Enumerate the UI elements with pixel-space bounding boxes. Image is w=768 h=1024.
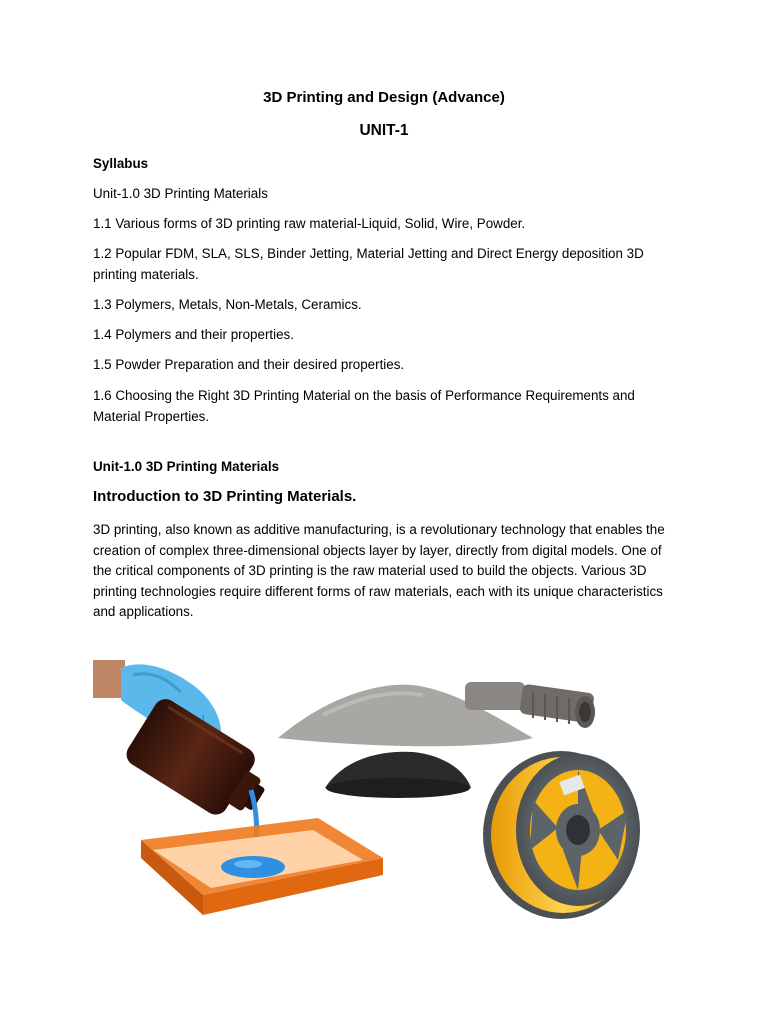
- intro-paragraph: 3D printing, also known as additive manufacturing, is a revolutionary technology that enables the creation of complex three-dimensional objects layer by layer, directly from digital models. One of the critical components of 3D printing is the raw material used to build the objects. Various 3D printing technologies require different forms of raw materials, each with its unique characteristics and applications.: [93, 522, 665, 620]
- syllabus-item: 1.5 Powder Preparation and their desired properties.: [93, 357, 405, 372]
- 3d-printing-materials-photo: [93, 660, 673, 932]
- syllabus-item: 1.2 Popular FDM, SLA, SLS, Binder Jetting, Material Jetting and Direct Energy deposition 3D printing materials.: [93, 246, 644, 282]
- syllabus-item: 1.3 Polymers, Metals, Non-Metals, Ceramics.: [93, 297, 362, 312]
- section-heading: Unit-1.0 3D Printing Materials: [93, 459, 280, 474]
- syllabus-item: Unit-1.0 3D Printing Materials: [93, 186, 268, 201]
- syllabus-item: 1.4 Polymers and their properties.: [93, 327, 294, 342]
- document-title: 3D Printing and Design (Advance): [263, 89, 505, 106]
- resin-tray-icon: [141, 818, 383, 915]
- unit-heading: UNIT-1: [359, 122, 409, 139]
- intro-heading: Introduction to 3D Printing Materials.: [93, 488, 357, 505]
- syllabus-heading: Syllabus: [93, 156, 149, 171]
- syllabus-item: 1.6 Choosing the Right 3D Printing Material on the basis of Performance Requirements and Material Properties.: [93, 388, 635, 424]
- filament-spool-icon: [483, 751, 640, 919]
- syllabus-item: 1.1 Various forms of 3D printing raw material-Liquid, Solid, Wire, Powder.: [93, 216, 526, 231]
- materials-illustration: [93, 660, 673, 932]
